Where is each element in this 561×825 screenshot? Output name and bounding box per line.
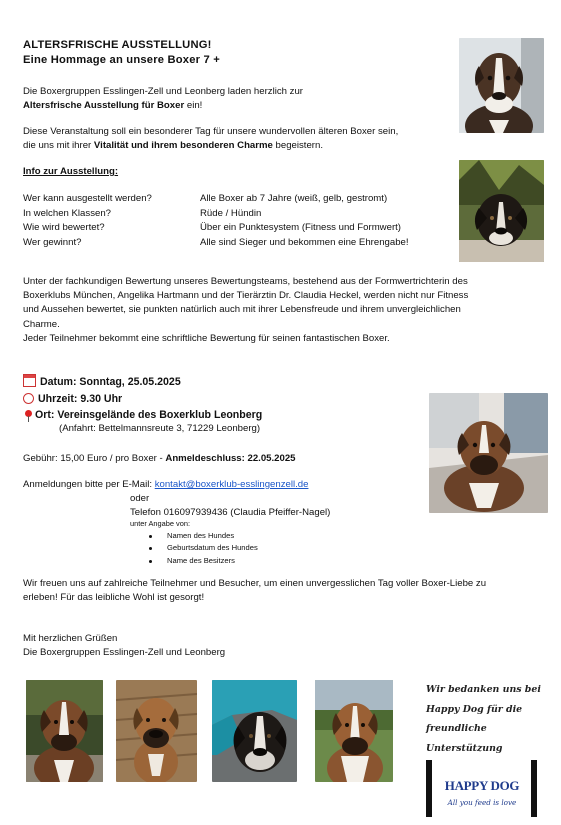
boxer-dog-image (429, 393, 548, 513)
boxer-photo-6 (212, 680, 297, 782)
registration-deadline: Anmeldeschluss: 22.05.2025 (165, 453, 296, 464)
boxer-dog-image (26, 680, 103, 782)
registration-or: oder (130, 493, 150, 504)
location-pin-icon (25, 410, 32, 417)
boxer-dog-image (459, 38, 544, 133)
alarm-clock-icon (23, 393, 34, 404)
boxer-photo-2 (459, 160, 544, 262)
registration-under: unter Angabe von: (130, 519, 190, 528)
email-link[interactable]: kontakt@boxerklub-esslingenzell.de (154, 479, 309, 490)
registration-phone: Telefon 016097939436 (Claudia Pfeiffer-Nagel) (130, 507, 331, 518)
list-item: Namen des Hundes (167, 530, 258, 542)
boxer-photo-5 (116, 680, 197, 782)
list-item: Name des Besitzers (167, 555, 258, 567)
boxer-photo-1 (459, 38, 544, 133)
intro-paragraph (23, 85, 303, 113)
info-row: Wer kann ausgestellt werden? Alle Boxer ab 7 Jahre (weiß, gelb, gestromt) (23, 193, 388, 204)
info-row: Wie wird bewertet? Über ein Punktesystem (Fitness und Formwert) (23, 222, 402, 233)
boxer-dog-image (315, 680, 393, 782)
info-heading: Info zur Ausstellung: (23, 166, 119, 177)
info-row: In welchen Klassen? Rüde / Hündin (23, 207, 262, 219)
list-item: Geburtsdatum des Hundes (167, 542, 258, 554)
boxer-photo-3 (429, 393, 548, 513)
intro-line-2: Altersfrische Ausstellung für Boxer ein! (23, 100, 203, 112)
event-time: Uhrzeit: 9.30 Uhr (23, 391, 262, 408)
greeting: Mit herzlichen Grüßen Die Boxergruppen Esslingen-Zell und Leonberg (23, 633, 226, 659)
boxer-photo-7 (315, 680, 393, 782)
info-row: Wer gewinnt? Alle sind Sieger und bekommen eine Ehrengabe! (23, 236, 409, 248)
exhibition-name: Altersfrische Ausstellung für Boxer (23, 100, 185, 112)
boxer-dog-image (116, 680, 197, 782)
event-location: Ort: Vereinsgelände des Boxerklub Leonberg (23, 407, 262, 424)
event-directions: (Anfahrt: Bettelmannsreute 3, 71229 Leonberg) (59, 423, 261, 434)
boxer-dog-image (459, 160, 544, 262)
title-line-1: ALTERSFRISCHE AUSSTELLUNG! (23, 39, 212, 51)
event-details (23, 374, 262, 424)
title-line-2: Eine Hommage an unsere Boxer 7 + (23, 54, 220, 66)
happy-dog-logo (426, 760, 537, 817)
closing-paragraph: Wir freuen uns auf zahlreiche Teilnehmer und Besucher, um einen unvergesslichen Tag voller Boxer-Liebe zu erleben! Für das leibliche Wohl ist gesorgt! (23, 578, 487, 604)
sponsor-thanks: Wir bedanken uns bei Happy Dog für die freundliche Unterstützung (426, 684, 541, 754)
registration-requirements (167, 530, 258, 567)
intro-line-1: Die Boxergruppen Esslingen-Zell und Leonberg laden herzlich zur (23, 86, 303, 97)
document-title (23, 38, 220, 68)
logo-wordmark: HAPPY DOG (444, 778, 520, 793)
event-date: Datum: Sonntag, 25.05.2025 (23, 374, 262, 391)
judging-paragraph: Unter der fachkundigen Bewertung unseres Bewertungsteams, bestehend aus der Formwertrichterin des Boxerklubs München, Angelika Hartmann und der Tierärztin Dr. Claudia Heckel, werden nicht nur Fitness und Aussehen bewertet, sie punkten natürlich auch mit ihrer Lebensfreude und ihrem unvergleichlichen Charme. Jeder Teilnehmer bekommt eine schriftliche Bewertung für seinen fantastischen Boxer. (23, 276, 469, 344)
logo-tagline: All you feed is love (447, 798, 517, 807)
info-table (23, 192, 443, 250)
boxer-photo-4 (26, 680, 103, 782)
purpose-paragraph: Diese Veranstaltung soll ein besonderer Tag für unsere wundervollen älteren Boxer sein, die uns mit ihrer Vitalität und ihrem besonderen Charme begeistern. (23, 126, 399, 152)
boxer-dog-image (212, 680, 297, 782)
registration-line: Anmeldungen bitte per E-Mail: kontakt@boxerklub-esslingenzell.de (23, 479, 309, 490)
fee-line: Gebühr: 15,00 Euro / pro Boxer - Anmeldeschluss: 22.05.2025 (23, 453, 296, 464)
calendar-icon (23, 374, 36, 387)
